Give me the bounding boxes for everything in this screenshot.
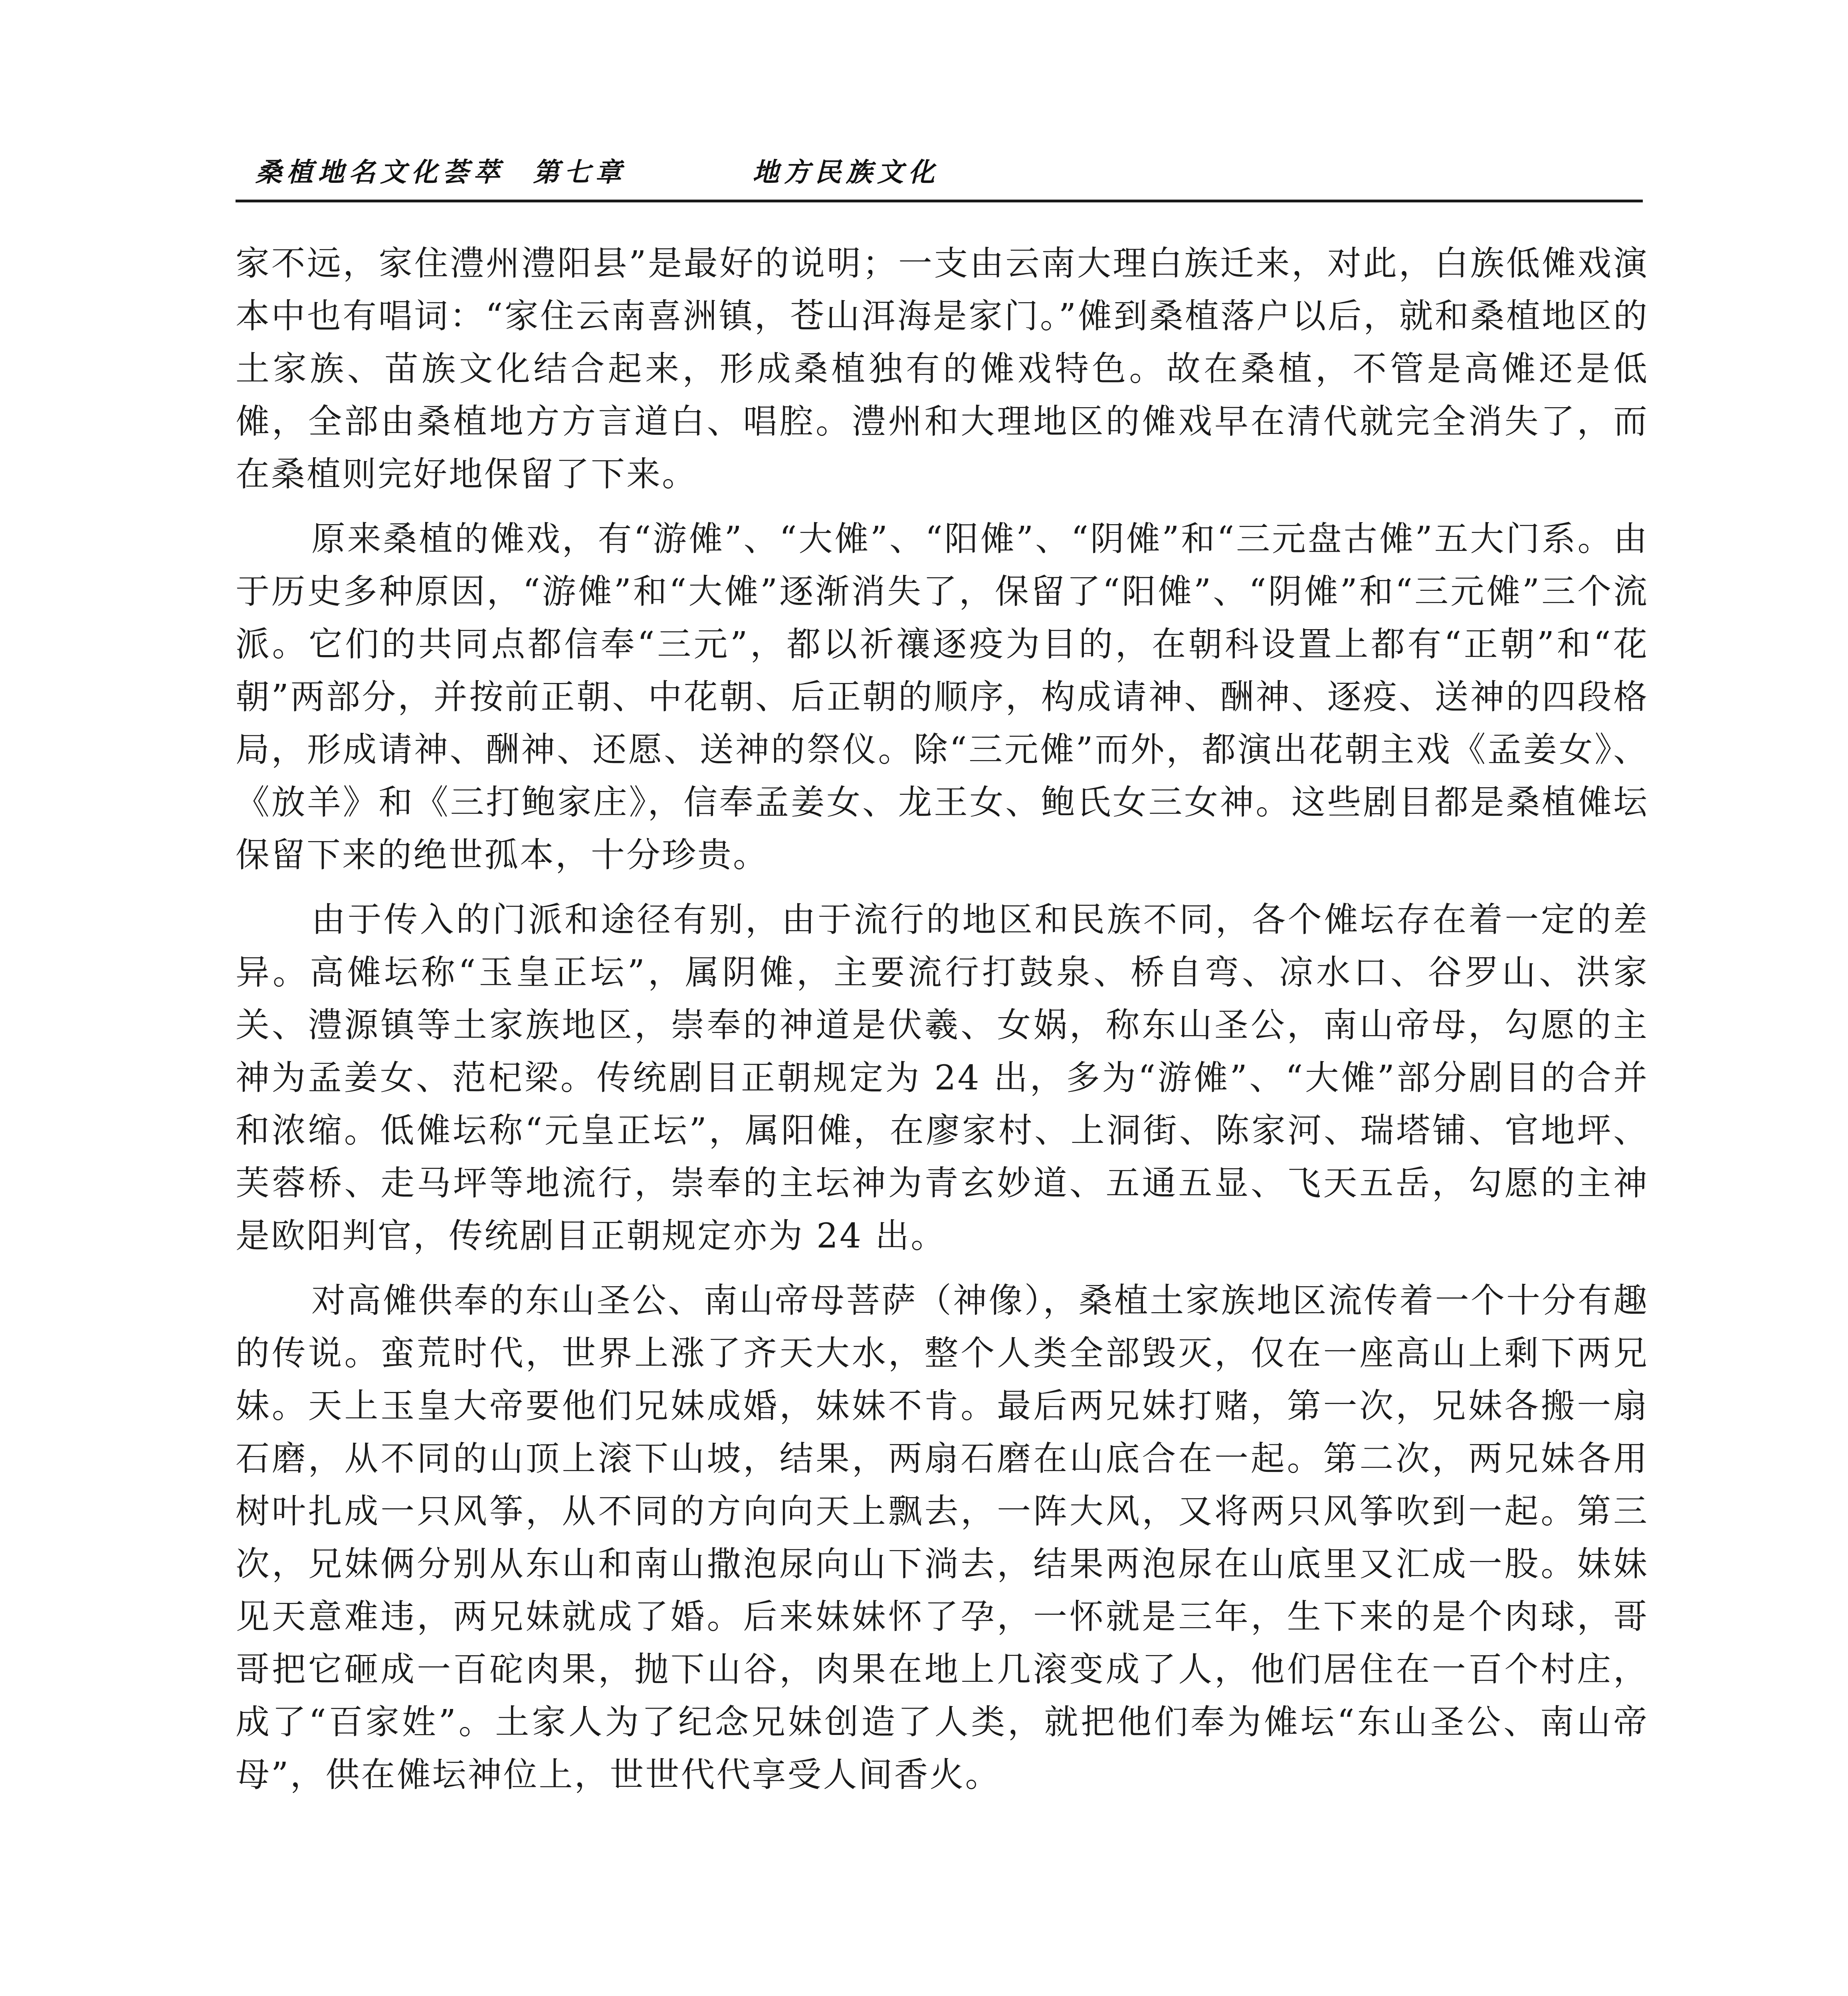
paragraph: 由于传入的门派和途径有别，由于流行的地区和民族不同，各个傩坛存在着一定的差异。高傩坛称“玉皇正坛”，属阴傩，主要流行打鼓泉、桥自弯、凉水口、谷罗山、洪家关、澧源镇等土家族地区，崇奉的神道是伏羲、女娲，称东山圣公，南山帝母，勾愿的主神为孟姜女、范杞梁。传统剧目正朝规定为 24 出，多为“游傩”、“大傩”部分剧目的合并和浓缩。低傩坛称“元皇正坛”，属阳傩，在廖家村、上洞街、陈家河、瑞塔铺、官地坪、芙蓉桥、走马坪等地流行，崇奉的主坛神为青玄妙道、五通五显、飞天五岳，勾愿的主神是欧阳判官，传统剧目正朝规定亦为 24 出。 (236, 900, 1649, 1256)
paragraph-continued: 家不远，家住澧州澧阳县”是最好的说明；一支由云南大理白族迁来，对此，白族低傩戏演本中也有唱词：“家住云南喜洲镇，苍山洱海是家门。”傩到桑植落户以后，就和桑植地区的土家族、苗族文化结合起来，形成桑植独有的傩戏特色。故在桑植，不管是高傩还是低傩，全部由桑植地方方言道白、唱腔。澧州和大理地区的傩戏早在清代就完全消失了，而在桑植则完好地保留了下来。 (236, 244, 1649, 494)
paragraph: 原来桑植的傩戏，有“游傩”、“大傩”、“阳傩”、“阴傩”和“三元盘古傩”五大门系。由于历史多种原因，“游傩”和“大傩”逐渐消失了，保留了“阳傩”、“阴傩”和“三元傩”三个流派。它们的共同点都信奉“三元”，都以祈禳逐疫为目的，在朝科设置上都有“正朝”和“花朝”两部分，并按前正朝、中花朝、后正朝的顺序，构成请神、酬神、逐疫、送神的四段格局，形成请神、酬神、还愿、送神的祭仪。除“三元傩”而外，都演出花朝主戏《孟姜女》、《放羊》和《三打鲍家庄》，信奉孟姜女、龙王女、鲍氏女三女神。这些剧目都是桑植傩坛保留下来的绝世孤本，十分珍贵。 (236, 519, 1649, 875)
header-divider-rule (236, 200, 1643, 202)
running-header (256, 140, 1677, 188)
header-chapter: 第七章 (533, 157, 626, 188)
header-book-title: 桑植地名文化荟萃 (256, 157, 505, 188)
header-section-title: 地方民族文化 (753, 157, 939, 188)
body-text (236, 238, 1649, 1814)
paragraph: 对高傩供奉的东山圣公、南山帝母菩萨（神像），桑植土家族地区流传着一个十分有趣的传说。蛮荒时代，世界上涨了齐天大水，整个人类全部毁灭，仅在一座高山上剩下两兄妹。天上玉皇大帝要他们兄妹成婚，妹妹不肯。最后两兄妹打赌，第一次，兄妹各搬一扇石磨，从不同的山顶上滚下山坡，结果，两扇石磨在山底合在一起。第二次，两兄妹各用树叶扎成一只风筝，从不同的方向向天上飘去，一阵大风，又将两只风筝吹到一起。第三次，兄妹俩分别从东山和南山撒泡尿向山下淌去，结果两泡尿在山底里又汇成一股。妹妹见天意难违，两兄妹就成了婚。后来妹妹怀了孕，一怀就是三年，生下来的是个肉球，哥哥把它砸成一百砣肉果，抛下山谷，肉果在地上几滚变成了人，他们居住在一百个村庄，成了“百家姓”。土家人为了纪念兄妹创造了人类，就把他们奉为傩坛“东山圣公、南山帝母”，供在傩坛神位上，世世代代享受人间香火。 (236, 1281, 1649, 1795)
